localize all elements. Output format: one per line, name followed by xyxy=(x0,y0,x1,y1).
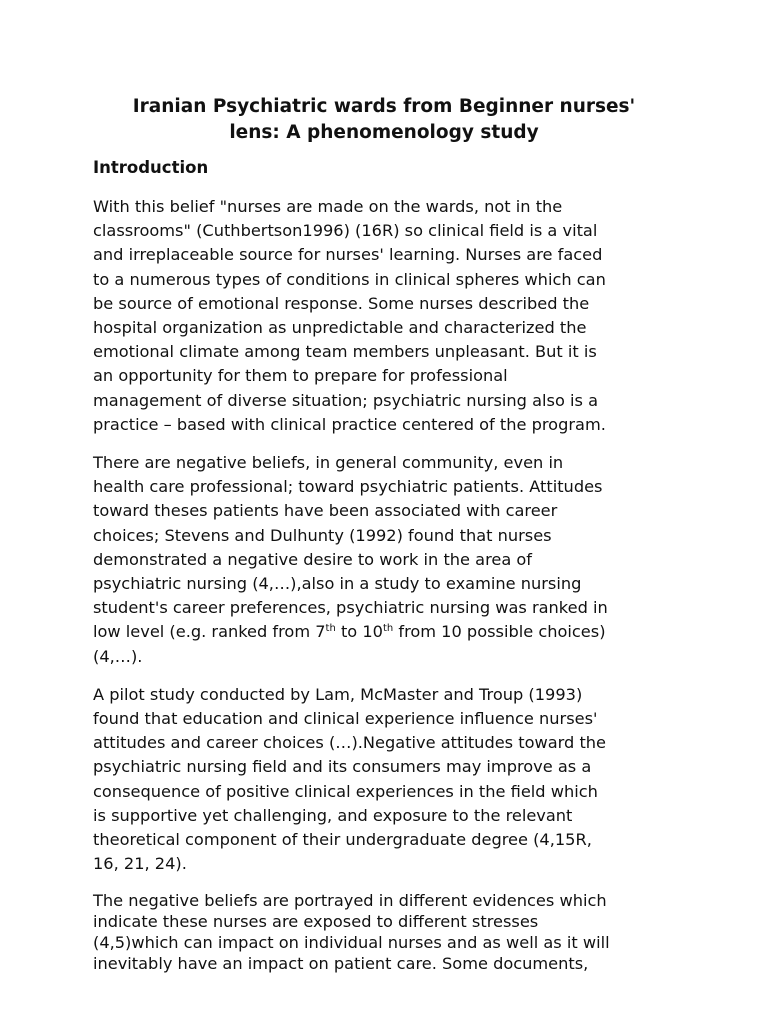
text-line: to a numerous types of conditions in clinical spheres which can xyxy=(93,269,606,289)
text-line: psychiatric nursing (4,…),also in a study to examine nursing xyxy=(93,574,582,594)
paragraph-2 xyxy=(93,451,675,669)
text-line: indicate these nurses are exposed to different stresses xyxy=(93,912,539,932)
superscript: th xyxy=(325,623,336,635)
text-fragment: from 10 possible choices) xyxy=(393,622,606,642)
text-line: student's career preferences, psychiatric nursing was ranked in xyxy=(93,598,608,618)
paragraph-3 xyxy=(93,683,675,877)
text-fragment: low level (e.g. ranked from 7 xyxy=(93,622,326,642)
text-line: emotional climate among team members unpleasant. But it is xyxy=(93,342,597,362)
text-line: attitudes and career choices (…).Negative attitudes toward the xyxy=(93,733,607,753)
text-line: choices; Stevens and Dulhunty (1992) found that nurses xyxy=(93,525,552,545)
text-line-with-superscripts xyxy=(93,620,675,644)
text-line: 16, 21, 24). xyxy=(93,854,187,874)
text-line: (4,…). xyxy=(93,646,143,666)
text-line: consequence of positive clinical experiences in the field which xyxy=(93,781,598,801)
text-line: toward theses patients have been associated with career xyxy=(93,501,558,521)
text-line: and irreplaceable source for nurses' learning. Nurses are faced xyxy=(93,245,603,265)
text-line: psychiatric nursing field and its consumers may improve as a xyxy=(93,757,592,777)
paragraph-1 xyxy=(93,195,675,437)
title-line: Iranian Psychiatric wards from Beginner nurses' xyxy=(132,96,636,117)
text-line: hospital organization as unpredictable and characterized the xyxy=(93,318,587,338)
text-line: inevitably have an impact on patient care. Some documents, xyxy=(93,954,589,974)
title-line: lens: A phenomenology study xyxy=(229,122,539,143)
text-line: management of diverse situation; psychiatric nursing also is a xyxy=(93,390,598,410)
superscript: th xyxy=(382,623,394,635)
text-line: With this belief "nurses are made on the wards, not in the xyxy=(93,197,563,216)
text-line: (4,5)which can impact on individual nurses and as well as it will xyxy=(93,933,610,953)
text-line: is supportive yet challenging, and exposure to the relevant xyxy=(93,805,573,825)
text-line: practice – based with clinical practice centered of the program. xyxy=(93,414,606,434)
text-line: be source of emotional response. Some nurses described the xyxy=(93,293,590,313)
text-line: There are negative beliefs, in general community, even in xyxy=(93,453,564,473)
text-fragment: to 10 xyxy=(335,622,383,642)
document-title xyxy=(93,94,675,146)
text-line: health care professional; toward psychiatric patients. Attitudes xyxy=(93,477,603,497)
text-line: A pilot study conducted by Lam, McMaster and Troup (1993) xyxy=(93,684,583,704)
text-line: classrooms" (Cuthbertson1996) (16R) so clinical field is a vital xyxy=(93,221,598,241)
text-line: The negative beliefs are portrayed in different evidences which xyxy=(93,891,607,911)
text-line: found that education and clinical experience influence nurses' xyxy=(93,709,598,729)
document-page xyxy=(93,94,675,988)
text-line: demonstrated a negative desire to work in the area of xyxy=(93,549,532,569)
text-line: an opportunity for them to prepare for professional xyxy=(93,366,508,386)
text-line: theoretical component of their undergraduate degree (4,15R, xyxy=(93,830,592,850)
section-heading: Introduction xyxy=(93,158,209,177)
paragraph-4 xyxy=(93,890,675,974)
